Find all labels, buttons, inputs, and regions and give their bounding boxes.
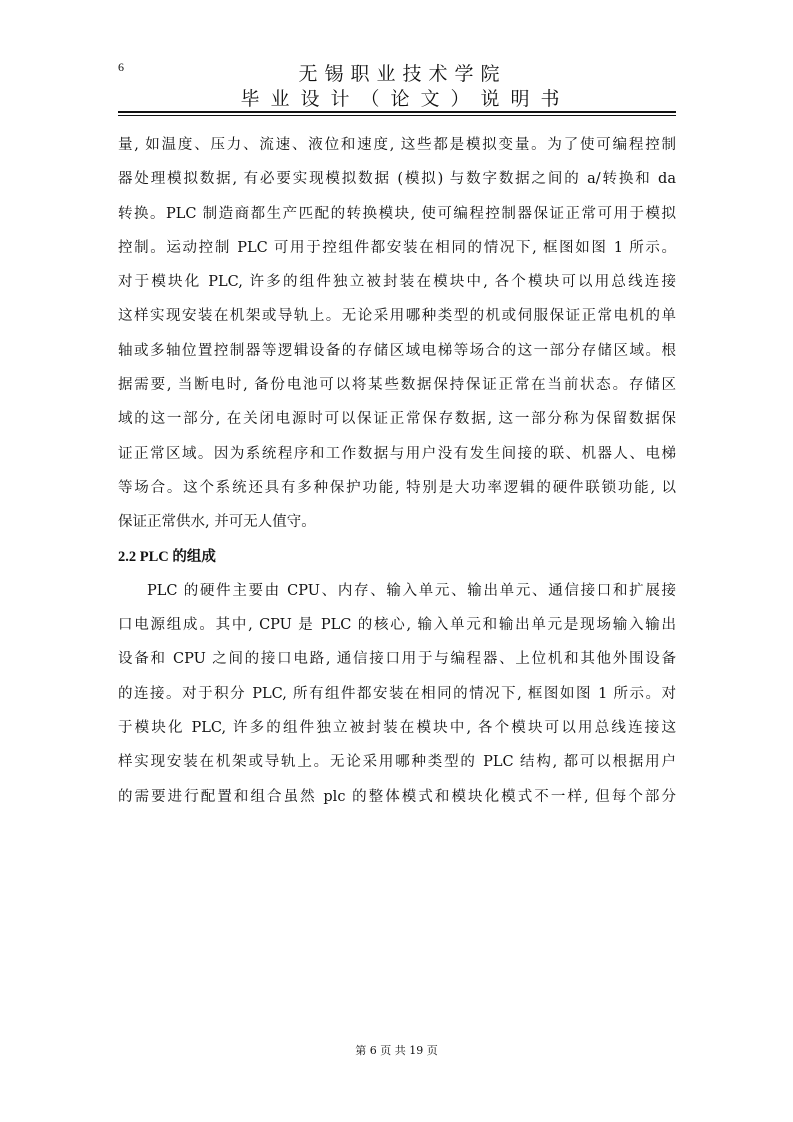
text-line: 器处理模拟数据, 有必要实现模拟数据 (模拟) 与数字数据之间的 a/转换和 da [118,171,676,188]
header-rule-thick [118,111,676,113]
text-line: 转换。PLC 制造商都生产匹配的转换模块, 使可编程控制器保证正常可用于模拟 [118,205,676,222]
text-line: 等场合。这个系统还具有多种保护功能, 特别是大功率逻辑的硬件联锁功能, 以 [118,479,676,496]
text-line: 控制。运动控制 PLC 可用于控组件都安装在相同的情况下, 框图如图 1 所示。 [118,239,676,256]
paragraph-2 [118,574,676,814]
text-line: 对于模块化 PLC, 许多的组件独立被封装在模块中, 各个模块可以用总线连接 [118,274,676,291]
header-document-type: 毕业设计（论文）说明书 [240,88,571,110]
text-line: 这样实现安装在机架或导轨上。无论采用哪种类型的机或伺服保证正常电机的单 [118,308,676,325]
text-line: 保证正常供水, 并可无人值守。 [118,514,316,531]
paragraph-1 [118,128,676,540]
text-line: 样实现安装在机架或导轨上。无论采用哪种类型的 PLC 结构, 都可以根据用户 [118,754,676,771]
header-institution: 无锡职业技术学院 [298,63,507,85]
text-line: 轴或多轴位置控制器等逻辑设备的存储区域电梯等场合的这一部分存储区域。根 [118,342,676,359]
text-line: 设备和 CPU 之间的接口电路, 通信接口用于与编程器、上位机和其他外围设备 [118,651,676,668]
text-line: PLC 的硬件主要由 CPU、内存、输入单元、输出单元、通信接口和扩展接 [147,582,676,599]
text-line: 口电源组成。其中, CPU 是 PLC 的核心, 输入单元和输出单元是现场输入输出 [118,617,676,634]
text-line: 证正常区域。因为系统程序和工作数据与用户没有发生间接的联、机器人、电梯 [118,445,676,462]
text-line: 于模块化 PLC, 许多的组件独立被封装在模块中, 各个模块可以用总线连接这 [118,720,676,737]
section-heading: 2.2 PLC 的组成 [118,548,216,565]
page-footer: 第 6 页 共 19 页 [355,1044,438,1057]
header-rule-thin [118,115,676,116]
text-line: 据需要, 当断电时, 备份电池可以将某些数据保持保证正常在当前状态。存储区 [118,377,676,394]
page-number-top: 6 [118,60,124,74]
document-body [118,128,676,814]
text-line: 的连接。对于积分 PLC, 所有组件都安装在相同的情况下, 框图如图 1 所示。对 [118,685,676,702]
text-line: 的需要进行配置和组合虽然 plc 的整体模式和模块化模式不一样, 但每个部分 [118,788,676,805]
text-line: 量, 如温度、压力、流速、液位和速度, 这些都是模拟变量。为了使可编程控制 [118,137,676,153]
text-line: 域的这一部分, 在关闭电源时可以保证正常保存数据, 这一部分称为保留数据保 [118,411,676,428]
